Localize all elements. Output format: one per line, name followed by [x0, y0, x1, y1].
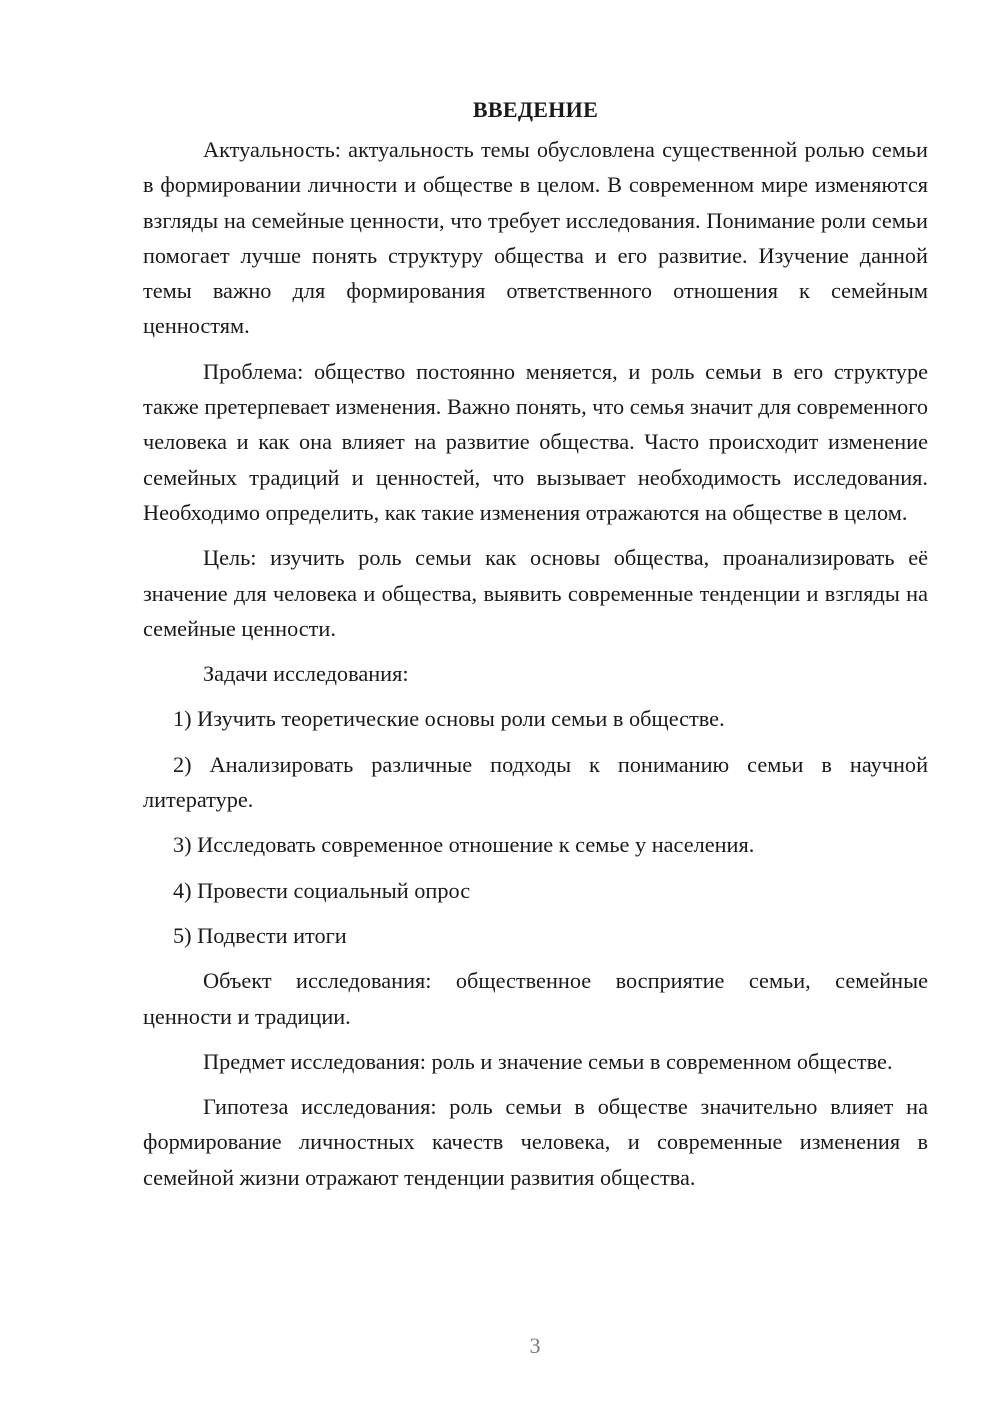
- spacer: [143, 646, 928, 656]
- spacer: [143, 1034, 928, 1044]
- paragraph-object: Объект исследования: общественное восприятие семьи, семейные ценности и традиции.: [143, 968, 928, 1029]
- document-page: [143, 92, 928, 1195]
- section-title: ВВЕДЕНИЕ: [472, 97, 599, 122]
- spacer: [143, 817, 928, 827]
- paragraph-relevance: Актуальность: актуальность темы обусловлена существенной ролью семьи в формировании личности и обществе в целом. В современном мире изменяются взгляды на семейные ценности, что требует исследования. Понимание роли семьи помогает лучше понять структуру общества и его развитие. Изучение данной темы важно для формирования ответственного отношения к семейным ценностям.: [143, 137, 928, 339]
- spacer: [143, 344, 928, 354]
- spacer: [143, 953, 928, 963]
- tasks-heading: Задачи исследования:: [203, 661, 409, 687]
- paragraph-problem: Проблема: общество постоянно меняется, и роль семьи в его структуре также претерпевает изменения. Важно понять, что семья значит для современного человека и как она влияет на развитие общества. Часто происходит изменение семейных традиций и ценностей, что вызывает необходимость исследования. Необходимо определить, как такие изменения отражаются на обществе в целом.: [143, 358, 928, 525]
- spacer: [143, 1079, 928, 1089]
- task-item-5: 5) Подвести итоги: [173, 922, 347, 948]
- paragraph-hypothesis: Гипотеза исследования: роль семьи в обществе значительно влияет на формирование личностных качеств человека, и современные изменения в семейной жизни отражают тенденции развития общества.: [143, 1094, 928, 1190]
- task-item-3: 3) Исследовать современное отношение к семье у населения.: [173, 832, 755, 858]
- spacer: [143, 737, 928, 747]
- task-item-4: 4) Провести социальный опрос: [173, 877, 471, 903]
- spacer: [143, 530, 928, 540]
- page-number: 3: [529, 1333, 541, 1358]
- spacer: [143, 691, 928, 701]
- spacer: [143, 863, 928, 873]
- spacer: [143, 908, 928, 918]
- paragraph-subject: Предмет исследования: роль и значение семьи в современном обществе.: [203, 1048, 893, 1074]
- task-item-2: 2) Анализировать различные подходы к пониманию семьи в научной литературе.: [143, 751, 928, 813]
- task-item-1: 1) Изучить теоретические основы роли семьи в обществе.: [173, 706, 725, 732]
- paragraph-goal: Цель: изучить роль семьи как основы общества, проанализировать её значение для человека и общества, выявить современные тенденции и взгляды на семейные ценности.: [143, 545, 928, 641]
